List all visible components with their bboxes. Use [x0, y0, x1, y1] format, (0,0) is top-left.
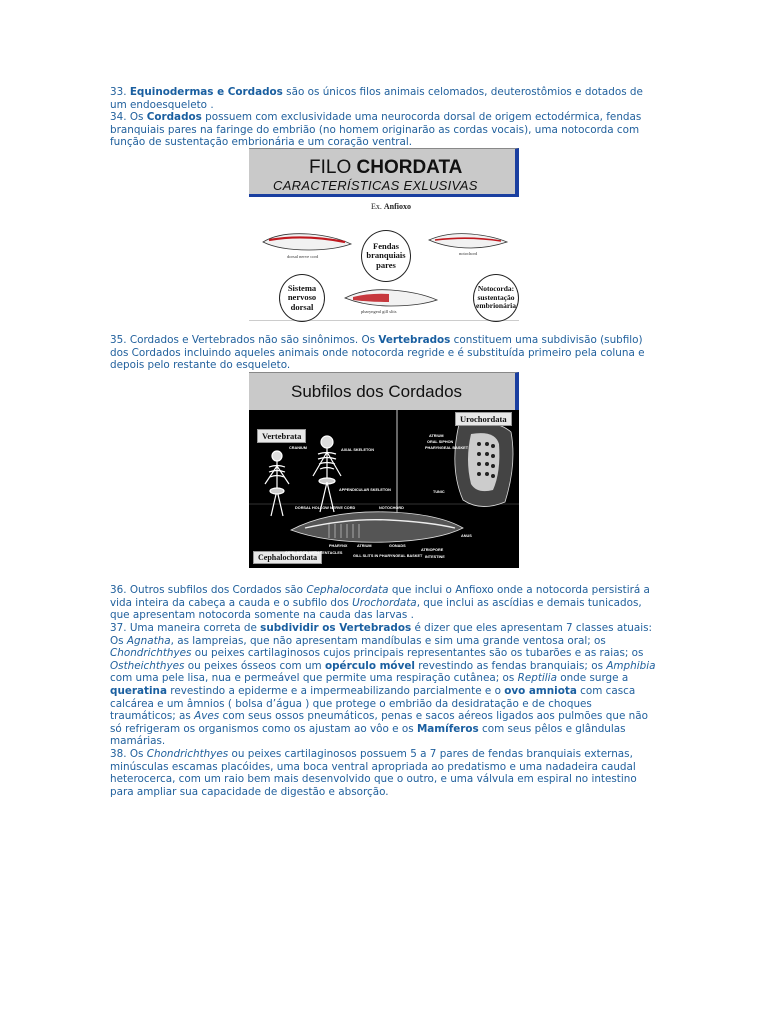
- label-cephalochordata: Cephalochordata: [253, 551, 322, 564]
- paragraph-34: [110, 111, 660, 149]
- figure-chordata-characteristics: [249, 148, 519, 321]
- p35-text-start: 35. Cordados e Vertebrados não são sinônimos. Os: [110, 334, 379, 346]
- p38-t1: ou peixes cartilaginosos possuem 5 a 7 pares de fendas branquiais externas, minúsculas escamas placóides, uma boca ventral apropriada ao predatismo e uma nadadeira caudal heterocerca, com um raio bem mais desenvolvido que o outro, e uma válvula em espiral no intestino para ampliar sua capacidade de digestão e absorção.: [110, 748, 637, 798]
- label-dorsal-nerve-cord: dorsal nerve cord: [287, 254, 319, 259]
- label-pharyngeal-basket: PHARYNGEAL BASKET: [425, 446, 469, 450]
- label-axial-skeleton: AXIAL SKELETON: [341, 448, 374, 452]
- label-pharynx: PHARYNX: [329, 544, 348, 548]
- p35-bold-term: Vertebrados: [378, 334, 451, 346]
- p37-b2: opérculo móvel: [324, 659, 415, 672]
- label-urochordata: Urochordata: [455, 412, 512, 426]
- amphioxus-gills-illustration: [345, 290, 437, 306]
- label-atrium-2: ATRIUM: [357, 544, 372, 548]
- p37-t4: ou peixes ósseos com um: [184, 659, 325, 672]
- circle-dorsal-nerve-system: Sistema nervoso dorsal: [279, 274, 325, 322]
- figure2-title: Subfilos dos Cordados: [291, 382, 463, 401]
- label-oral-siphon: ORAL SIPHON: [427, 440, 454, 444]
- p33-text: são os únicos filos animais celomados, deuterostômios e dotados de um endoesqueleto .: [110, 86, 643, 111]
- figure1-subtitle: CARACTERÍSTICAS EXLUSIVAS: [273, 178, 478, 193]
- label-dorsal-nerve-cord: DORSAL HOLLOW NERVE CORD: [295, 506, 356, 510]
- label-cranium: CRANIUM: [289, 446, 307, 450]
- label-notochord-2: NOTOCHORD: [379, 506, 404, 510]
- label-atrium: ATRIUM: [429, 434, 444, 438]
- p37-t9: com casca calcárea e um âmnios ( bolsa d’água ) que protege o embrião da desidratação e de choques traumáticos; as: [110, 684, 636, 723]
- p37-i1: Agnatha: [126, 634, 171, 647]
- p37-i2: Chondrichthyes: [110, 647, 192, 660]
- p37-t8: revestindo a epiderme e a impermeabilizando parcialmente e o: [166, 684, 505, 697]
- circle-gill-slits: Fendas branquiais pares: [361, 230, 411, 282]
- p33-number: 33.: [110, 86, 130, 98]
- amphioxus-nerve-illustration: [263, 234, 351, 250]
- p37-t1: é dizer que eles apresentam 7 classes atuais: Os: [110, 622, 653, 647]
- figure1-example-prefix: Ex.: [371, 202, 384, 211]
- paragraph-37: [110, 622, 660, 748]
- p37-i5: Reptilia: [517, 672, 557, 685]
- p36-text-start: 36. Outros subfilos dos Cordados são: [110, 584, 307, 596]
- p36-text-1: que inclui o Anfioxo onde a notocorda persistirá a vida inteira da cabeça a cauda e o subfilo dos: [110, 584, 650, 609]
- p37-i3: Ostheichthyes: [110, 659, 185, 672]
- label-gonads: GONADS: [389, 544, 406, 548]
- paragraph-35: [110, 334, 660, 372]
- circle-notochord-support: Notocorda: sustentação embrionária: [473, 274, 519, 322]
- p36-text-2: , que inclui as ascídias e demais tunicados, que apresentam notocorda somente na cauda das larvas .: [110, 596, 642, 622]
- label-appendicular-skeleton: APPENDICULAR SKELETON: [339, 488, 391, 492]
- label-pharyngeal-gill-slits: pharyngeal gill slits: [361, 309, 397, 314]
- paragraph-33: [110, 86, 660, 111]
- p37-t11: com seus pêlos e glândulas mamárias.: [110, 722, 626, 748]
- p37-t10: com seus ossos pneumáticos, penas e sacos aéreos ligados aos pulmões que não só refrigeram os organismos como os ajustam ao vôo e os: [110, 710, 648, 735]
- figure1-title-bold: CHORDATA: [356, 157, 463, 178]
- p36-italic-1: Cephalocordata: [306, 584, 389, 596]
- p37-b1: subdividir os Vertebrados: [260, 622, 412, 634]
- p34-text: possuem com exclusividade uma neurocorda dorsal de origem ectodérmica, fendas branquiais pares na faringe do embrião (no homem originarão as cordas vocais), uma notocorda com função de sustentação embrionária e um coração ventral.: [110, 111, 642, 149]
- amphioxus-notochord-illustration: [429, 234, 507, 248]
- p38-t0: 38. Os: [110, 748, 147, 760]
- label-atriopore: ATRIOPORE: [421, 548, 444, 552]
- label-notochord: notochord: [459, 251, 478, 256]
- p33-bold-term: Equinodermas e Cordados: [129, 86, 283, 98]
- paragraph-38: [110, 748, 660, 798]
- p34-bold-term: Cordados: [146, 111, 202, 123]
- p37-b4: ovo amniota: [504, 684, 577, 697]
- tunicate-illustration: [455, 422, 513, 506]
- p37-t7: onde surge a: [556, 672, 629, 685]
- label-intestine: INTESTINE: [425, 555, 445, 559]
- p37-t5: revestindo as fendas branquiais; os: [414, 659, 607, 672]
- p36-italic-2: Urochordata: [352, 596, 417, 609]
- p35-text: constituem uma subdivisão (subfilo) dos Cordados incluindo aqueles animais onde notocorda regride e é substituída primeiro pela coluna e depois pelo restante do esqueleto.: [110, 334, 645, 372]
- label-oral-hood: ORAL HOOD WITH TENTACLES: [285, 551, 343, 555]
- paragraph-36: [110, 584, 660, 622]
- p37-i4: Amphibia: [606, 659, 656, 672]
- label-gill-slits: GILL SLITS IN PHARYNGEAL BASKET: [353, 554, 423, 558]
- p38-i1: Chondrichthyes: [146, 748, 229, 760]
- figure-chordate-subphyla: [249, 372, 519, 568]
- p37-t0: 37. Uma maneira correta de: [110, 622, 261, 634]
- cephalochordate-illustration: [291, 512, 463, 542]
- figure1-example-bold: Anfioxo: [383, 202, 412, 211]
- skeleton-illustration-2: [313, 436, 341, 512]
- subphyla-illustrations: [249, 372, 519, 568]
- label-anus: ANUS: [461, 534, 472, 538]
- p37-t3: ou peixes cartilaginosos cujos principais representantes são os tubarões e as raias; os: [191, 647, 644, 660]
- label-tunic: TUNIC: [433, 490, 445, 494]
- p37-t6: com uma pele lisa, nua e permeável que permite uma respiração cutânea; os: [110, 672, 518, 685]
- figure1-title-prefix: FILO: [309, 157, 357, 178]
- p37-b3: queratina: [110, 684, 167, 697]
- label-vertebrata: Vertebrata: [257, 429, 306, 443]
- skeleton-illustration-1: [265, 451, 289, 516]
- p37-b5: Mamíferos: [416, 722, 479, 735]
- p34-number: 34. Os: [110, 111, 147, 123]
- p37-t2: , as lampreias, que não apresentam mandíbulas e sim uma grande ventosa oral; os: [170, 634, 606, 647]
- p37-i6: Aves: [194, 710, 220, 723]
